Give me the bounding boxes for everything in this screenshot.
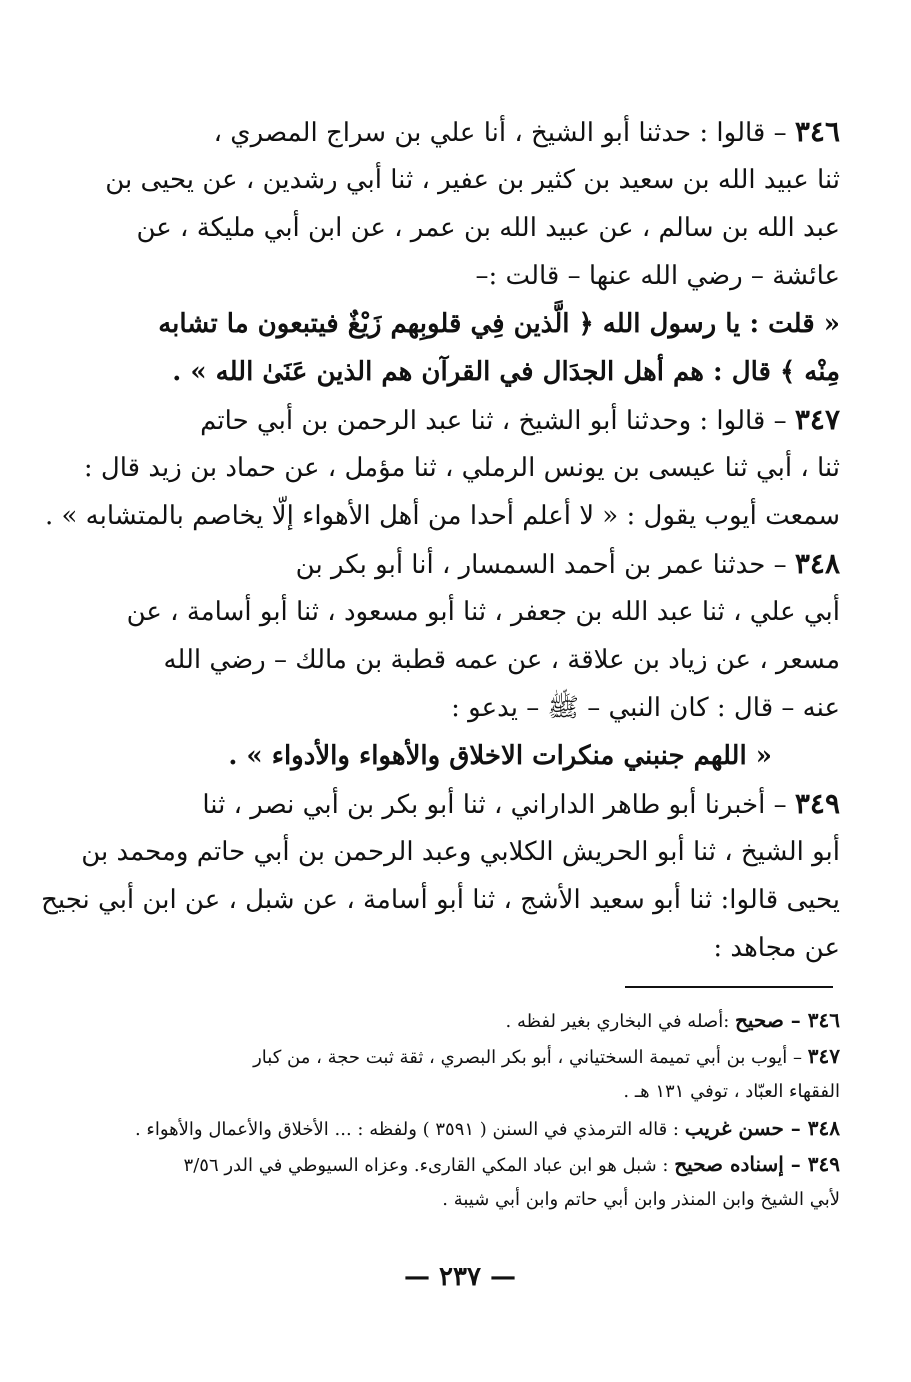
footnote-separator bbox=[625, 986, 833, 988]
hadith-346-line-2: ثنا عبيد الله بن سعيد بن كثير بن عفير ، ثنا أبي رشدين ، عن يحيى بن bbox=[105, 165, 840, 195]
hadith-346-line-4: عائشة – رضي الله عنها – قالت :– bbox=[475, 261, 840, 291]
hadith-number: ٣٤٩ bbox=[794, 787, 840, 820]
hadith-347-line-2: ثنا ، أبي ثنا عيسى بن يونس الرملي ، ثنا مؤمل ، عن حماد بن زيد قال : bbox=[83, 453, 840, 483]
footnote-348: ٣٤٨ – حسن غريب : قاله الترمذي في السنن ( ٣٥٩١ ) ولفظه : ... الأخلاق والأعمال والأهواء . bbox=[134, 1116, 840, 1140]
hadith-348-line-2: أبي علي ، ثنا عبد الله بن جعفر ، ثنا أبو مسعود ، ثنا أبو أسامة ، عن bbox=[126, 597, 840, 627]
footnote-349: ٣٤٩ – إسناده صحيح : شبل هو ابن عباد المكي القارىء. وعزاه السيوطي في الدر ٣/٥٦ bbox=[183, 1152, 840, 1176]
hadith-348-line-4: عنه – قال : كان النبي – ﷺ – يدعو : bbox=[451, 693, 840, 723]
footnote-grade: حسن غريب bbox=[684, 1116, 784, 1140]
hadith-346-line-1: ٣٤٦ – قالوا : حدثنا أبو الشيخ ، أنا علي بن سراج المصري ، bbox=[213, 115, 840, 148]
hadith-349-line-4: عن مجاهد : bbox=[713, 933, 840, 963]
footnote-grade: إسناده صحيح bbox=[674, 1152, 784, 1176]
footnote-347: ٣٤٧ – أيوب بن أبي تميمة السختياني ، أبو بكر البصري ، ثقة ثبت حجة ، من كبار bbox=[253, 1044, 840, 1068]
hadith-number: ٣٤٦ bbox=[794, 115, 840, 148]
hadith-number: ٣٤٧ bbox=[794, 403, 840, 436]
footnote-347-line-2: الفقهاء العبّاد ، توفي ١٣١ هـ . bbox=[623, 1081, 840, 1102]
footnote-346: ٣٤٦ – صحيح :أصله في البخاري بغير لفظه . bbox=[505, 1008, 840, 1032]
hadith-348-line-1: ٣٤٨ – حدثنا عمر بن أحمد السمسار ، أنا أبو بكر بن bbox=[295, 547, 840, 580]
main-text bbox=[41, 108, 840, 972]
hadith-number: ٣٤٨ bbox=[794, 547, 840, 580]
hadith-347-line-1: ٣٤٧ – قالوا : وحدثنا أبو الشيخ ، ثنا عبد الرحمن بن أبي حاتم bbox=[200, 403, 840, 436]
footnote-grade: صحيح bbox=[734, 1008, 784, 1032]
footnote-349-line-2: لأبي الشيخ وابن المنذر وابن أبي حاتم وابن أبي شيبة . bbox=[442, 1189, 840, 1210]
hadith-346-line-3: عبد الله بن سالم ، عن عبيد الله بن عمر ، عن ابن أبي مليكة ، عن bbox=[136, 213, 840, 243]
hadith-349-line-3: يحيى قالوا: ثنا أبو سعيد الأشج ، ثنا أبو أسامة ، عن شبل ، عن ابن أبي نجيح bbox=[41, 885, 840, 915]
hadith-349-line-2: أبو الشيخ ، ثنا أبو الحريش الكلابي وعبد الرحمن بن أبي حاتم ومحمد بن bbox=[81, 837, 840, 867]
hadith-346-quote-1: « قلت : يا رسول الله ﴿ الَّذين فِي قلوبِهم زَيْغٌ فيتبعون ما تشابه bbox=[158, 309, 840, 339]
hadith-348-line-3: مسعر ، عن زياد بن علاقة ، عن عمه قطبة بن مالك – رضي الله bbox=[163, 645, 840, 675]
hadith-349-line-1: ٣٤٩ – أخبرنا أبو طاهر الداراني ، ثنا أبو بكر بن أبي نصر ، ثنا bbox=[202, 787, 840, 820]
hadith-347-line-3: سمعت أيوب يقول : « لا أعلم أحدا من أهل الأهواء إلّا يخاصم بالمتشابه » . bbox=[44, 501, 840, 531]
hadith-348-quote-1: « اللهم جنبني منكرات الاخلاق والأهواء والأدواء » . bbox=[228, 741, 772, 771]
footnotes bbox=[95, 1002, 840, 1218]
page-number: — ٢٣٧ — bbox=[403, 1262, 517, 1292]
hadith-346-quote-2: مِنْه ﴾ قال : هم أهل الجدَال في القرآن هم الذين عَنَىٰ الله » . bbox=[172, 357, 840, 387]
